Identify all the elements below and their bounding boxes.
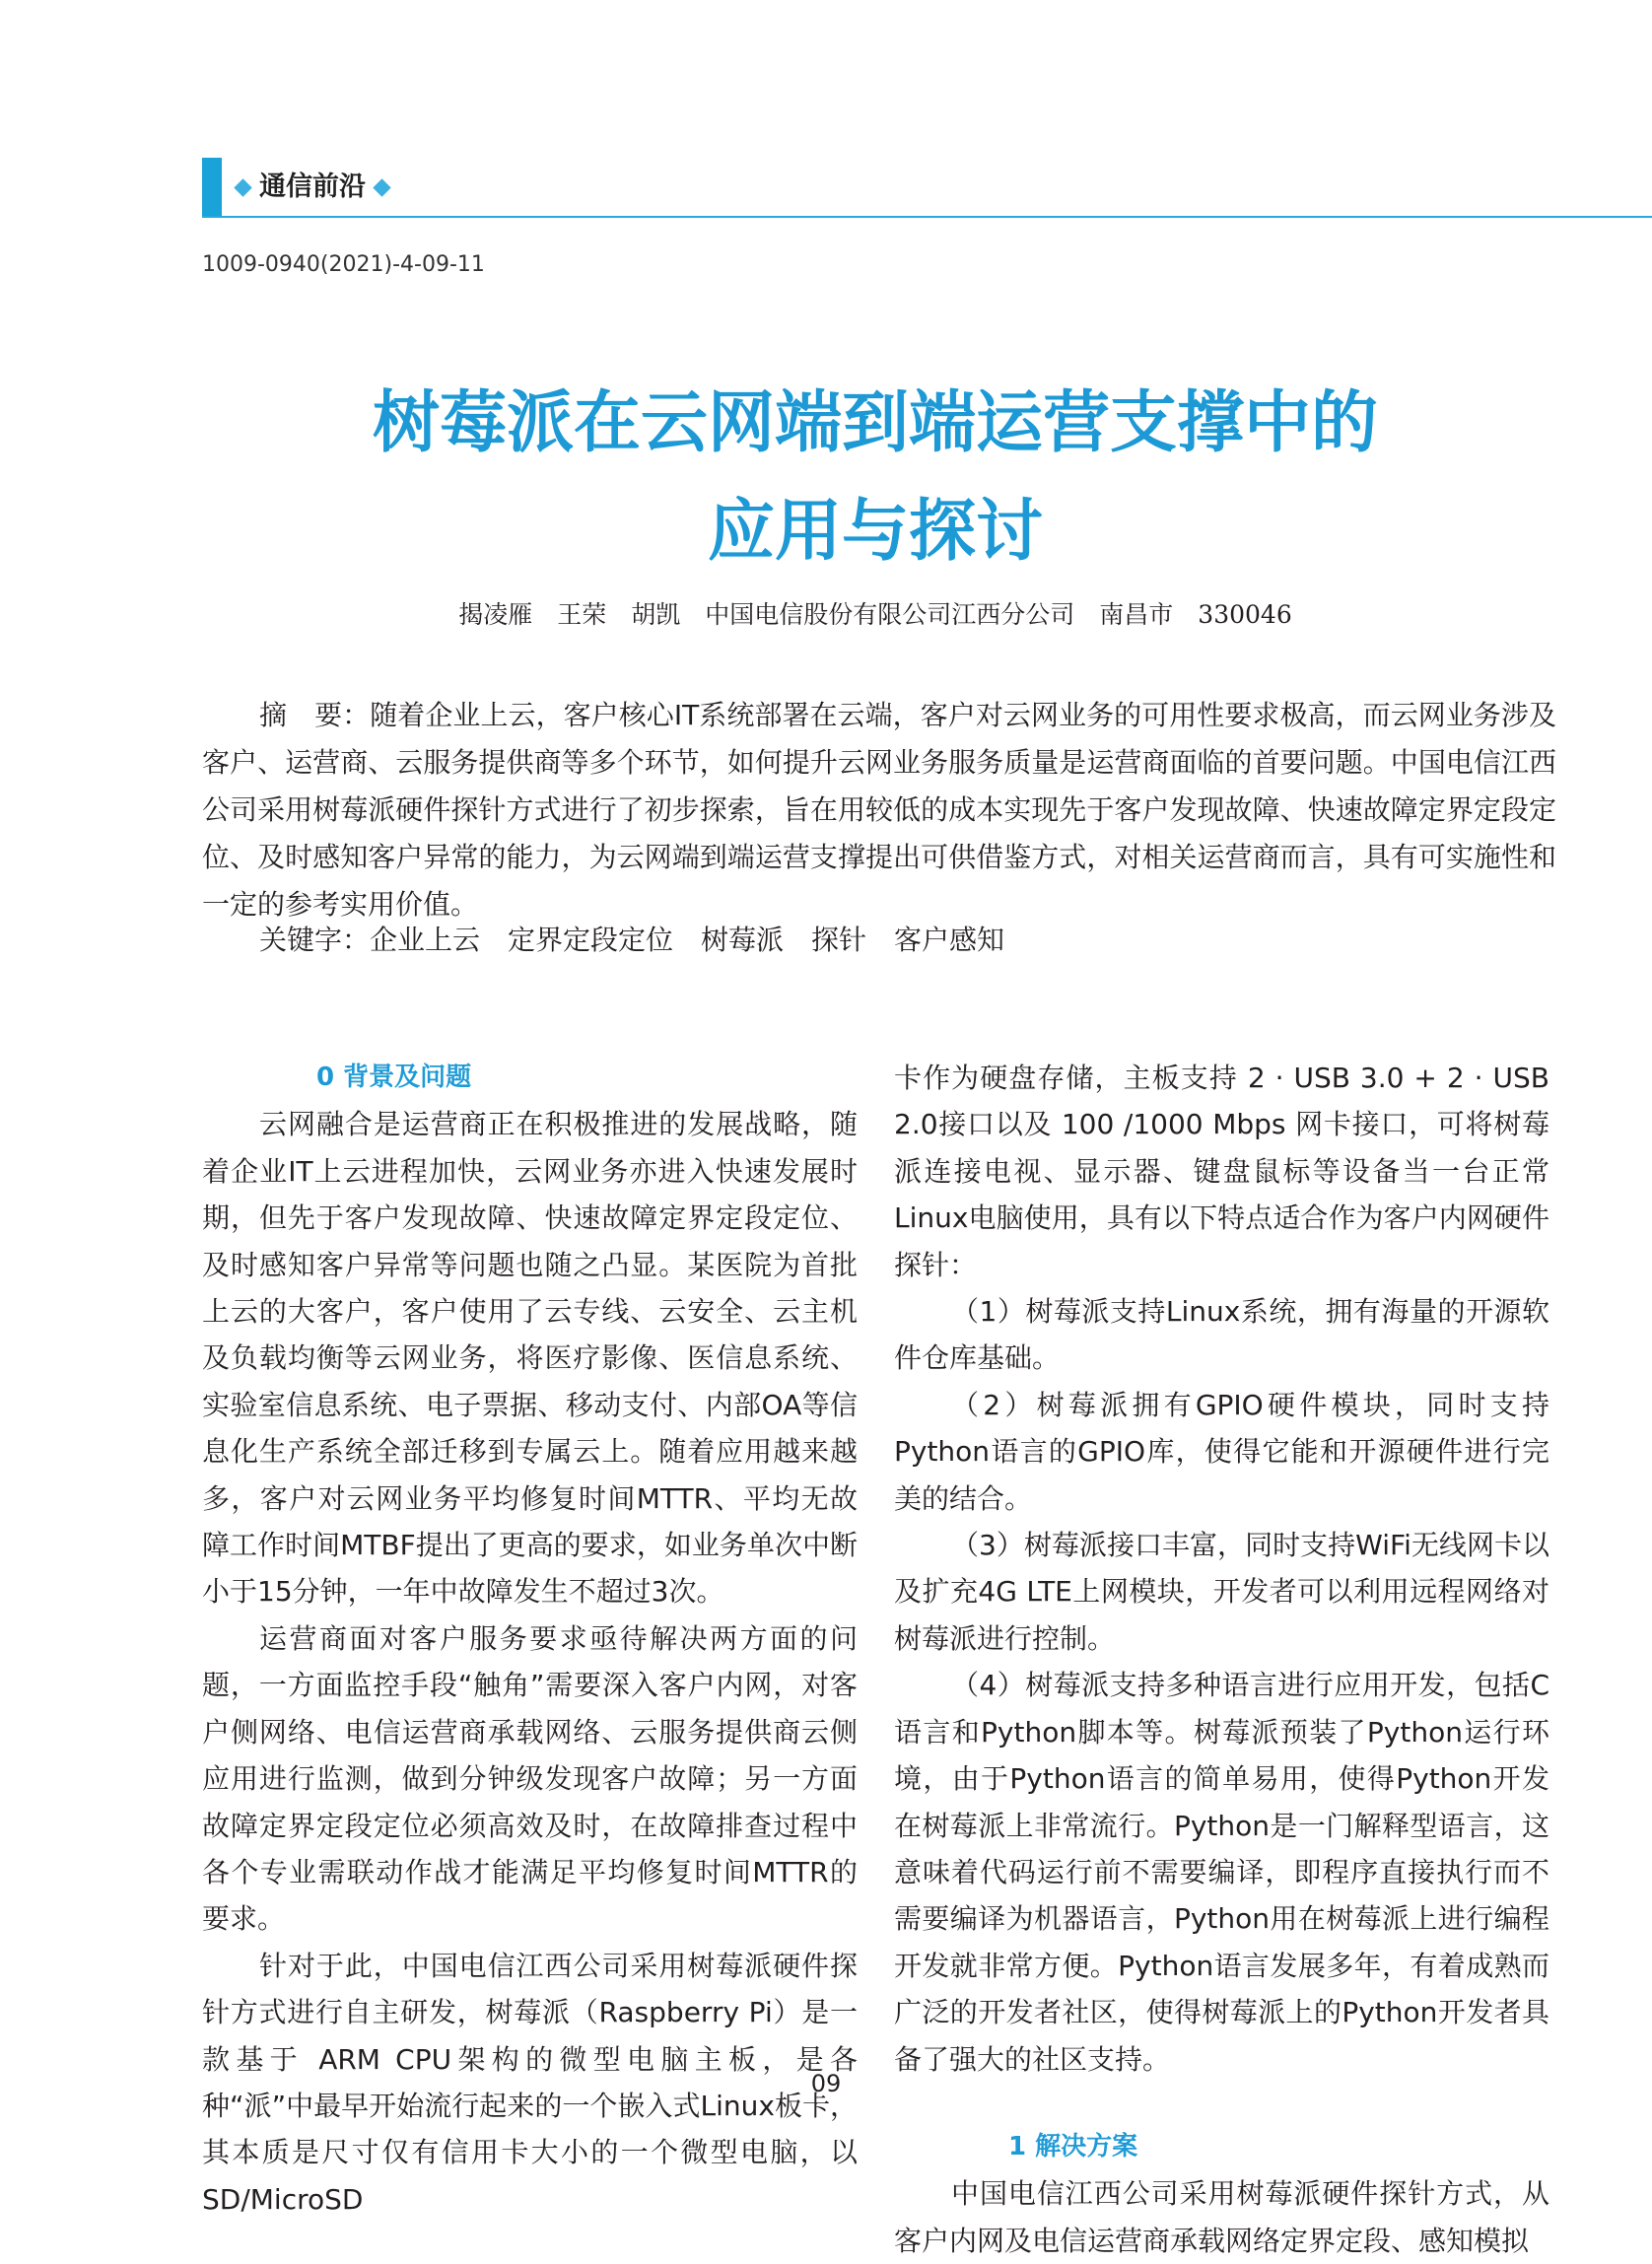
- doc-code: 1009-0940(2021)-4-09-11: [202, 252, 485, 277]
- keywords: 关键字：企业上云 定界定段定位 树莓派 探针 客户感知: [259, 924, 1005, 956]
- page-number: 09: [810, 2070, 842, 2097]
- paragraph: 针对于此，中国电信江西公司采用树莓派硬件探针方式进行自主研发，树莓派（Raspberry Pi）是一款基于 ARM CPU架构的微型电脑主板，是各种“派”中最早开始流行起来的一个嵌入式Linux板卡，其本质是尺寸仅有信用卡大小的一个微型电脑，以SD/MicroSD: [202, 1949, 858, 2216]
- list-item: （4）树莓派支持多种语言进行应用开发，包括C语言和Python脚本等。树莓派预装了Python运行环境，由于Python语言的简单易用，使得Python开发在树莓派上非常流行。Python是一门解释型语言，这意味着代码运行前不需要编译，即程序直接执行而不需要编译为机器语言，Python用在树莓派上进行编程开发就非常方便。Python语言发展多年，有着成熟而广泛的开发者社区，使得树莓派上的Python开发者具备了强大的社区支持。: [894, 1669, 1549, 2076]
- list-item: （2）树莓派拥有GPIO硬件模块，同时支持Python语言的GPIO库，使得它能和开源硬件进行完美的结合。: [894, 1388, 1549, 1515]
- list-item: （1）树莓派支持Linux系统，拥有海量的开源软件仓库基础。: [894, 1295, 1549, 1375]
- diamond-right-icon: [373, 178, 390, 196]
- diamond-left-icon: [234, 178, 251, 196]
- section-header: [237, 168, 388, 207]
- section-heading-1: 1 解决方案: [1008, 2131, 1138, 2161]
- paragraph: 卡作为硬盘存储，主板支持 2 · USB 3.0 + 2 · USB 2.0接口以及 100 /1000 Mbps 网卡接口，可将树莓派连接电视、显示器、键盘鼠标等设备当一台正常Linux电脑使用，具有以下特点适合作为客户内网硬件探针：: [894, 1062, 1549, 1281]
- authors-affiliation: 揭凌雁 王荣 胡凯 中国电信股份有限公司江西分公司 南昌市 330046: [458, 600, 1292, 629]
- abstract: [202, 692, 1556, 928]
- section-accent-bar: [202, 158, 222, 217]
- title-line-2: 应用与探讨: [707, 493, 1043, 571]
- section-label: 通信前沿: [259, 172, 366, 202]
- list-item: （3）树莓派接口丰富，同时支持WiFi无线网卡以及扩充4G LTE上网模块，开发者可以利用远程网络对树莓派进行控制。: [894, 1529, 1549, 1655]
- header-rule: [202, 216, 1652, 218]
- left-column: [202, 1055, 858, 2223]
- title-line-1: 树莓派在云网端到端运营支撑中的: [372, 384, 1378, 462]
- paragraph: 云网融合是运营商正在积极推进的发展战略，随着企业IT上云进程加快，云网业务亦进入快速发展时期，但先于客户发现故障、快速故障定界定段定位、及时感知客户异常等问题也随之凸显。某医院为首批上云的大客户，客户使用了云专线、云安全、云主机及负载均衡等云网业务，将医疗影像、医信息系统、实验室信息系统、电子票据、移动支付、内部OA等信息化生产系统全部迁移到专属云上。随着应用越来越多，客户对云网业务平均修复时间MTTR、平均无故障工作时间MTBF提出了更高的要求，如业务单次中断小于15分钟，一年中故障发生不超过3次。: [202, 1108, 858, 1609]
- abstract-text: 摘 要：随着企业上云，客户核心IT系统部署在云端，客户对云网业务的可用性要求极高，而云网业务涉及客户、运营商、云服务提供商等多个环节，如何提升云网业务服务质量是运营商面临的首要问题。中国电信江西公司采用树莓派硬件探针方式进行了初步探索，旨在用较低的成本实现先于客户发现故障、快速故障定界定段定位、及时感知客户异常的能力，为云网端到端运营支撑提出可供借鉴方式，对相关运营商而言，具有可实施性和一定的参考实用价值。: [202, 699, 1556, 921]
- paragraph: 中国电信江西公司采用树莓派硬件探针方式，从客户内网及电信运营商承载网络定界定段、感知模拟: [894, 2177, 1549, 2257]
- paragraph: 运营商面对客户服务要求亟待解决两方面的问题，一方面监控手段“触角”需要深入客户内网，对客户侧网络、电信运营商承载网络、云服务提供商云侧应用进行监测，做到分钟级发现客户故障；另一方面故障定界定段定位必须高效及时，在故障排查过程中各个专业需联动作战才能满足平均修复时间MTTR的要求。: [202, 1621, 858, 1936]
- section-heading-0: 0 背景及问题: [316, 1063, 472, 1092]
